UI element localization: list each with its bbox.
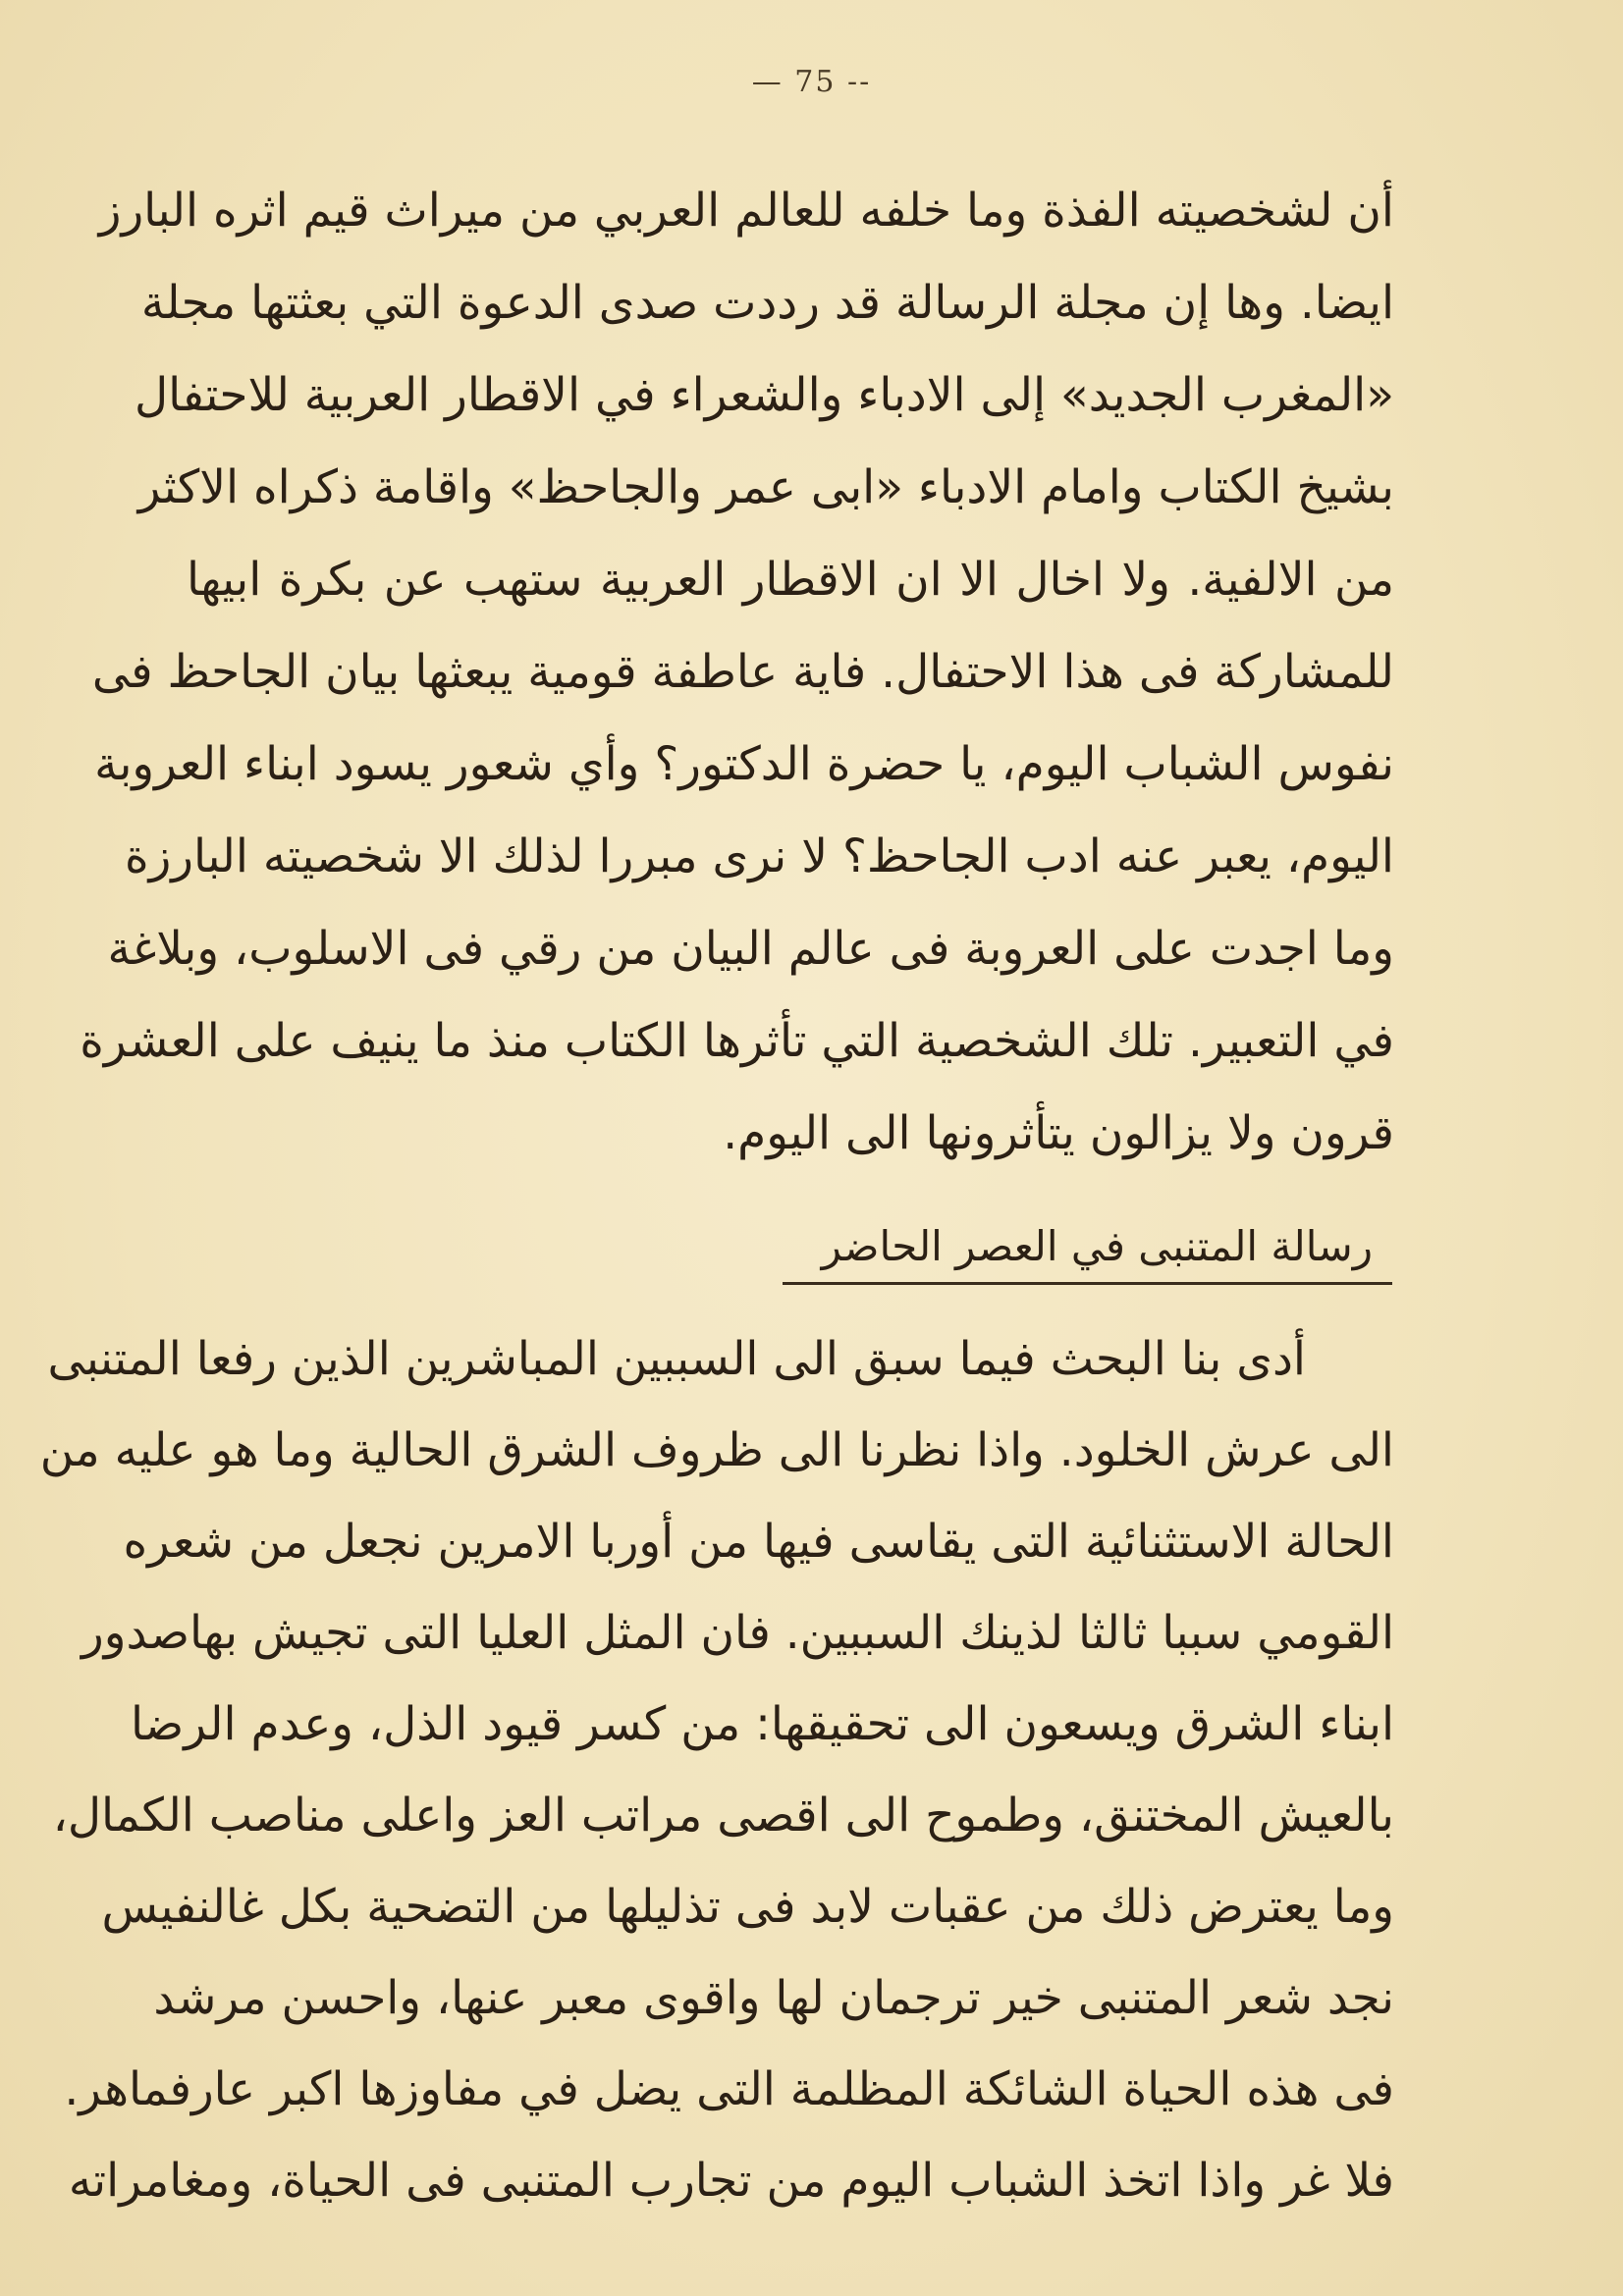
paragraph-1 bbox=[80, 165, 1394, 1180]
paragraph-2-line: الى عرش الخلود. واذا نظرنا الى ظروف الشرق الحالية وما هو عليه من bbox=[39, 1423, 1394, 1477]
paragraph-1-line: من الالفية. ولا اخال الا ان الاقطار العربية ستهب عن بكرة ابيها bbox=[187, 553, 1394, 607]
paragraph-1-line: للمشاركة فى هذا الاحتفال. فاية عاطفة قومية يبعثها بيان الجاحظ فى bbox=[91, 645, 1394, 699]
paragraph-1-line: «المغرب الجديد» إلى الادباء والشعراء في الاقطار العربية للاحتفال bbox=[134, 368, 1394, 422]
paragraph-2-line: ابناء الشرق ويسعون الى تحقيقها: من كسر قيود الذل، وعدم الرضا bbox=[130, 1697, 1394, 1751]
paragraph-2-line: وما يعترض ذلك من عقبات لابد فى تذليلها من التضحية بكل غالنفيس bbox=[101, 1880, 1394, 1934]
paragraph-2-line: الحالة الاستثنائية التى يقاسى فيها من أوربا الامرين نجعل من شعره bbox=[123, 1515, 1394, 1569]
paragraph-2-line: فلا غر واذا اتخذ الشباب اليوم من تجارب المتنبى فى الحياة، ومغامراته bbox=[68, 2154, 1394, 2208]
paragraph-2-line: نجد شعر المتنبى خير ترجمان لها واقوى معبر عنها، واحسن مرشد bbox=[153, 1971, 1394, 2025]
paragraph-2-line: فى هذه الحياة الشائكة المظلمة التى يضل في مفاوزها اكبر عارفماهر. bbox=[64, 2062, 1394, 2116]
paragraph-1-line: بشيخ الكتاب وامام الادباء «ابى عمر والجاحظ» واقامة ذكراه الاكثر bbox=[137, 460, 1394, 514]
paragraph-2-line: القومي سببا ثالثا لذينك السببين. فان المثل العليا التى تجيش بهاصدور bbox=[81, 1606, 1394, 1660]
paragraph-1-line: في التعبير. تلك الشخصية التي تأثرها الكتاب منذ ما ينيف على العشرة bbox=[80, 1014, 1394, 1068]
paragraph-1-line: اليوم، يعبر عنه ادب الجاحظ؟ لا نرى مبررا لذلك الا شخصيته البارزة bbox=[124, 829, 1394, 883]
paragraph-2-line: بالعيش المختنق، وطموح الى اقصى مراتب العز واعلى مناصب الكمال، bbox=[52, 1789, 1394, 1842]
paragraph-2-line: أدى بنا البحث فيما سبق الى السببين المباشرين الذين رفعا المتنبى bbox=[47, 1332, 1306, 1386]
paragraph-1-line: ايضا. وها إن مجلة الرسالة قد رددت صدى الدعوة التي بعثتها مجلة bbox=[140, 276, 1394, 330]
paragraph-1-line: قرون ولا يزالون يتأثرونها الى اليوم. bbox=[723, 1106, 1394, 1160]
paragraph-1-line: وما اجدت على العروبة فى عالم البيان من رقي فى الاسلوب، وبلاغة bbox=[107, 922, 1394, 976]
paragraph-1-line: نفوس الشباب اليوم، يا حضرة الدكتور؟ وأي شعور يسود ابناء العروبة bbox=[94, 737, 1394, 791]
page-number: — 75 -- bbox=[751, 65, 872, 99]
paragraph-1-line: أن لشخصيته الفذة وما خلفه للعالم العربي من ميراث قيم اثره البارز bbox=[98, 184, 1394, 238]
section-heading: رسالة المتنبى في العصر الحاضر bbox=[783, 1217, 1392, 1285]
paragraph-2 bbox=[39, 1313, 1394, 2226]
